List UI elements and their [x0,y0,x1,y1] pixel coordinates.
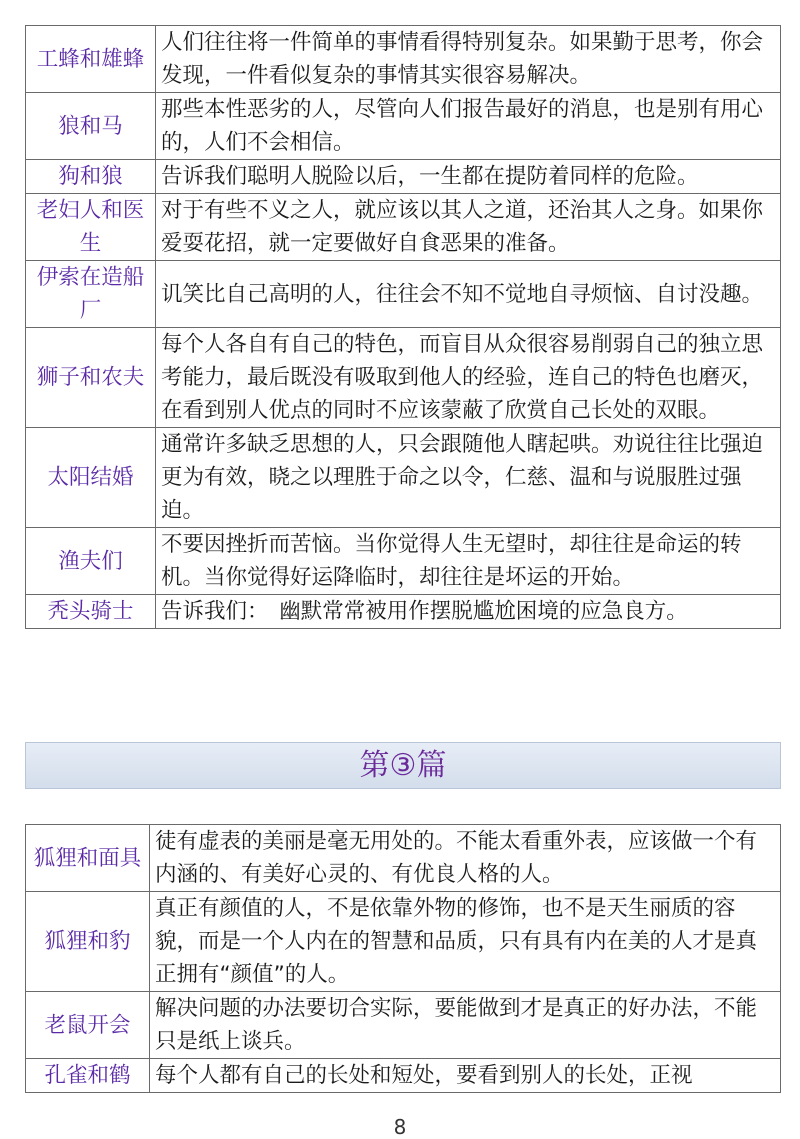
table-row [26,160,781,194]
fable-title: 太阳结婚 [26,428,156,528]
fable-moral: 通常许多缺乏思想的人，只会跟随他人瞎起哄。劝说往往比强迫更为有效，晓之以理胜于命之以令，仁慈、温和与说服胜过强迫。 [156,428,781,528]
fable-moral: 人们往往将一件简单的事情看得特别复杂。如果勤于思考，你会发现，一件看似复杂的事情其实很容易解决。 [156,26,781,93]
fable-moral: 那些本性恶劣的人，尽管向人们报告最好的消息，也是别有用心的，人们不会相信。 [156,93,781,160]
fable-title: 秃头骑士 [26,595,156,629]
fable-title: 狼和马 [26,93,156,160]
fable-moral: 告诉我们： 幽默常常被用作摆脱尴尬困境的应急良方。 [156,595,781,629]
table-row [26,261,781,328]
table-row [26,825,781,892]
table-row [26,93,781,160]
table-row [26,992,781,1059]
table-row [26,892,781,992]
table-row [26,1059,781,1093]
table-row [26,428,781,528]
fable-moral: 每个人都有自己的长处和短处，要看到别人的长处，正视 [150,1059,781,1093]
fable-table-section-2 [25,25,781,629]
fable-moral: 真正有颜值的人，不是依靠外物的修饰，也不是天生丽质的容貌，而是一个人内在的智慧和品质，只有具有内在美的人才是真正拥有“颜值”的人。 [150,892,781,992]
fable-title: 狗和狼 [26,160,156,194]
fable-table-section-3 [25,824,781,1093]
section-header: 第③篇 [25,742,781,789]
fable-moral: 讥笑比自己高明的人，往往会不知不觉地自寻烦恼、自讨没趣。 [156,261,781,328]
fable-moral: 对于有些不义之人，就应该以其人之道，还治其人之身。如果你爱耍花招，就一定要做好自食恶果的准备。 [156,194,781,261]
table-row [26,26,781,93]
fable-title: 狐狸和豹 [26,892,150,992]
table-row [26,528,781,595]
fable-moral: 不要因挫折而苦恼。当你觉得人生无望时，却往往是命运的转机。当你觉得好运降临时，却往往是坏运的开始。 [156,528,781,595]
fable-moral: 告诉我们聪明人脱险以后，一生都在提防着同样的危险。 [156,160,781,194]
page-number: 8 [393,1115,407,1139]
table-row [26,328,781,428]
fable-title: 工蜂和雄蜂 [26,26,156,93]
fable-title: 老鼠开会 [26,992,150,1059]
table-row [26,194,781,261]
fable-title: 狐狸和面具 [26,825,150,892]
fable-title: 老妇人和医生 [26,194,156,261]
fable-moral: 解决问题的办法要切合实际，要能做到才是真正的好办法，不能只是纸上谈兵。 [150,992,781,1059]
fable-moral: 每个人各自有自己的特色，而盲目从众很容易削弱自己的独立思考能力，最后既没有吸取到他人的经验，连自己的特色也磨灭，在看到别人优点的同时不应该蒙蔽了欣赏自己长处的双眼。 [156,328,781,428]
fable-title: 孔雀和鹤 [26,1059,150,1093]
fable-title: 伊索在造船厂 [26,261,156,328]
fable-moral: 徒有虚表的美丽是毫无用处的。不能太看重外表，应该做一个有内涵的、有美好心灵的、有优良人格的人。 [150,825,781,892]
fable-title: 渔夫们 [26,528,156,595]
fable-title: 狮子和农夫 [26,328,156,428]
table-row [26,595,781,629]
